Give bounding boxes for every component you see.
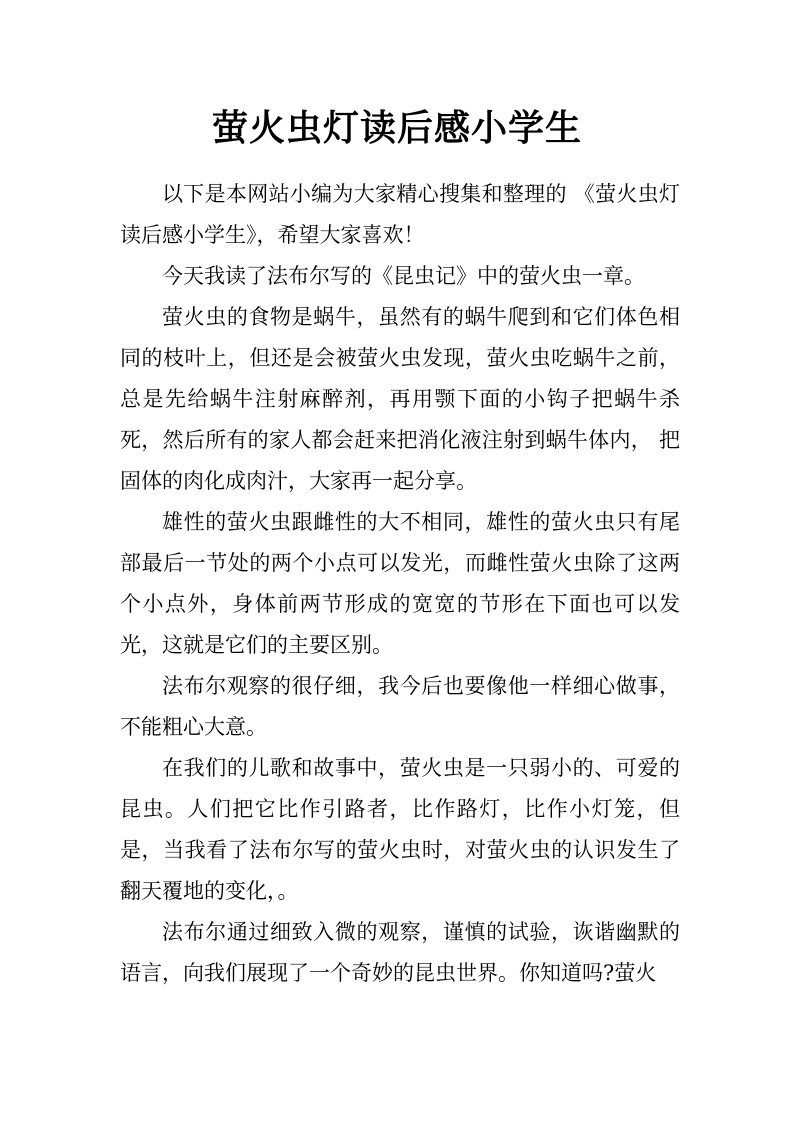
paragraph-songs-stories: 在我们的儿歌和故事中，萤火虫是一只弱小的、可爱的昆虫。人们把它比作引路者，比作路灯，比作小灯笼，但是，当我看了法布尔写的萤火虫时，对萤火虫的认识发生了翻天覆地的变化，。 <box>120 756 680 903</box>
paragraph-reading: 今天我读了法布尔写的《昆虫记》中的萤火虫一章。 <box>162 264 645 288</box>
document-body <box>120 174 680 994</box>
paragraph-food: 萤火虫的食物是蜗牛，虽然有的蜗牛爬到和它们体色相同的枝叶上，但还是会被萤火虫发现，萤火虫吃蜗牛之前，总是先给蜗牛注射麻醉剂，再用颚下面的小钩子把蜗牛杀死，然后所有的家人都会赶来把消化液注射到蜗牛体内， 把固体的肉化成肉汁，大家再一起分享。 <box>120 305 680 493</box>
paragraph-insect-world: 法布尔通过细致入微的观察，谨慎的试验，诙谐幽默的语言，向我们展现了一个奇妙的昆虫世界。你知道吗?萤火 <box>120 920 680 985</box>
paragraph-observation: 法布尔观察的很仔细，我今后也要像他一样细心做事，不能粗心大意。 <box>120 674 680 739</box>
document-title: 萤火虫灯读后感小学生 <box>211 107 582 149</box>
paragraph-intro: 以下是本网站小编为大家精心搜集和整理的 《萤火虫灯读后感小学生》，希望大家喜欢！ <box>120 182 680 247</box>
paragraph-male-female: 雄性的萤火虫跟雌性的大不相同，雄性的萤火虫只有尾部最后一节处的两个小点可以发光，而雌性萤火虫除了这两个小点外，身体前两节形成的宽宽的节形在下面也可以发光，这就是它们的主要区别。 <box>120 510 680 657</box>
